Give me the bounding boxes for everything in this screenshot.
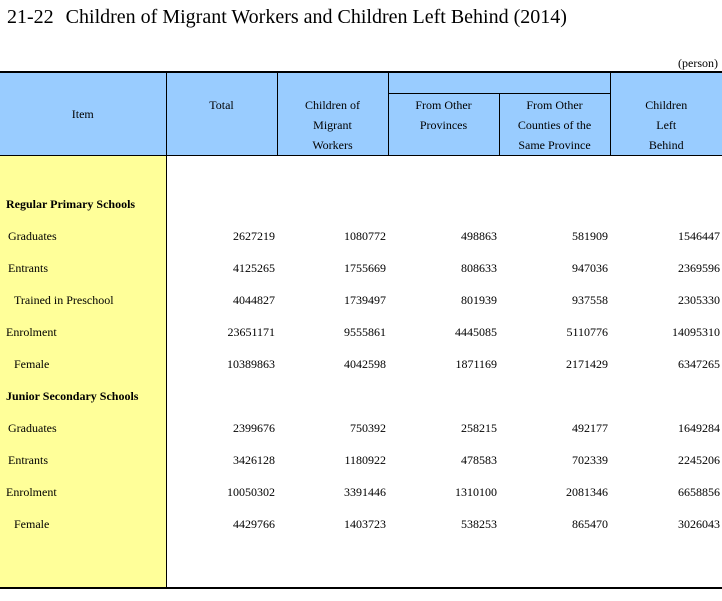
header-other-provinces: [388, 94, 499, 156]
cell-value: 1403723: [344, 516, 386, 531]
cell-value: 1080772: [344, 228, 386, 243]
row-label: Enrolment: [0, 476, 166, 508]
section-row: [0, 380, 722, 412]
row-label: Regular Primary Schools: [0, 188, 166, 220]
cell-value: [277, 188, 388, 220]
cell-value: 1310100: [455, 484, 497, 499]
cell-value: 4429766: [233, 516, 275, 531]
cell-value: 581909: [572, 228, 608, 243]
table-row: [0, 508, 722, 540]
table-row: [0, 348, 722, 380]
cell-value: 1755669: [344, 260, 386, 275]
table-body: [0, 156, 722, 589]
cell-value: 1649284: [678, 420, 720, 435]
table-row: [0, 252, 722, 284]
row-label: Graduates: [0, 412, 166, 444]
cell-value: 750392: [350, 420, 386, 435]
cell-value: 3026043: [678, 516, 720, 531]
cell-value: 2399676: [233, 420, 275, 435]
cell-value: 258215: [461, 420, 497, 435]
header-group-blank: [388, 72, 610, 94]
header-total: Total: [166, 72, 277, 156]
cell-value: 14095310: [672, 324, 720, 339]
unit-label: (person): [678, 56, 718, 70]
cell-value: [388, 380, 499, 412]
spacer-row: [0, 156, 722, 189]
cell-value: 2245206: [678, 452, 720, 467]
cell-value: 4125265: [233, 260, 275, 275]
header-item: Item: [0, 72, 166, 156]
row-label: Enrolment: [0, 316, 166, 348]
cell-value: [166, 188, 277, 220]
header-same-province: [499, 94, 610, 156]
cell-value: 1180922: [344, 452, 386, 467]
cell-value: [277, 380, 388, 412]
cell-value: 4044827: [233, 292, 275, 307]
header-left-line-2: Left: [656, 118, 677, 132]
cell-value: 2081346: [566, 484, 608, 499]
table-number: 21-22: [7, 6, 54, 28]
data-table: [0, 71, 722, 589]
header-migrant-line-1: Children of: [305, 98, 360, 112]
cell-value: 10050302: [227, 484, 275, 499]
cell-value: 10389863: [227, 356, 275, 371]
page-title: [7, 6, 567, 29]
row-label: Trained in Preschool: [0, 284, 166, 316]
cell-value: [499, 380, 610, 412]
cell-value: 2369596: [678, 260, 720, 275]
section-row: [0, 188, 722, 220]
header-same-line-1: From Other: [526, 98, 583, 112]
cell-value: 6658856: [678, 484, 720, 499]
table-title: Children of Migrant Workers and Children Left Behind (2014): [65, 6, 567, 28]
cell-value: 808633: [461, 260, 497, 275]
table-row: [0, 476, 722, 508]
cell-value: 1871169: [455, 356, 497, 371]
cell-value: 947036: [572, 260, 608, 275]
row-label: Junior Secondary Schools: [0, 380, 166, 412]
table-row: [0, 444, 722, 476]
cell-value: 865470: [572, 516, 608, 531]
row-label: Female: [0, 348, 166, 380]
cell-value: 801939: [461, 292, 497, 307]
cell-value: 4445085: [455, 324, 497, 339]
cell-value: [388, 188, 499, 220]
cell-value: 1546447: [678, 228, 720, 243]
header-migrant-workers: [277, 72, 388, 156]
table-row: [0, 284, 722, 316]
header-migrant-line-3: Workers: [312, 138, 353, 152]
header-left-behind: [610, 72, 722, 156]
row-label: Entrants: [0, 252, 166, 284]
cell-value: 2627219: [233, 228, 275, 243]
cell-value: 538253: [461, 516, 497, 531]
cell-value: 23651171: [227, 324, 275, 339]
cell-value: [499, 188, 610, 220]
cell-value: 5110776: [566, 324, 608, 339]
cell-value: 9555861: [344, 324, 386, 339]
cell-value: 478583: [461, 452, 497, 467]
cell-value: 702339: [572, 452, 608, 467]
cell-value: [610, 188, 722, 220]
header-other-line-2: Provinces: [419, 118, 468, 132]
cell-value: 498863: [461, 228, 497, 243]
header-migrant-line-2: Migrant: [313, 118, 352, 132]
cell-value: 3426128: [233, 452, 275, 467]
cell-value: 6347265: [678, 356, 720, 371]
cell-value: 492177: [572, 420, 608, 435]
cell-value: 2171429: [566, 356, 608, 371]
table-row: [0, 220, 722, 252]
header-same-line-2: Counties of the: [517, 118, 592, 132]
header-left-line-1: Children: [645, 98, 688, 112]
row-label: Entrants: [0, 444, 166, 476]
spacer-row: [0, 540, 722, 588]
cell-value: 937558: [572, 292, 608, 307]
cell-value: [610, 380, 722, 412]
cell-value: 1739497: [344, 292, 386, 307]
header-other-line-1: From Other: [415, 98, 472, 112]
row-label: Female: [0, 508, 166, 540]
cell-value: 3391446: [344, 484, 386, 499]
header-left-line-3: Behind: [648, 138, 684, 152]
cell-value: 4042598: [344, 356, 386, 371]
header-same-line-3: Same Province: [518, 138, 591, 152]
table-row: [0, 412, 722, 444]
cell-value: [166, 380, 277, 412]
table-row: [0, 316, 722, 348]
cell-value: 2305330: [678, 292, 720, 307]
row-label: Graduates: [0, 220, 166, 252]
